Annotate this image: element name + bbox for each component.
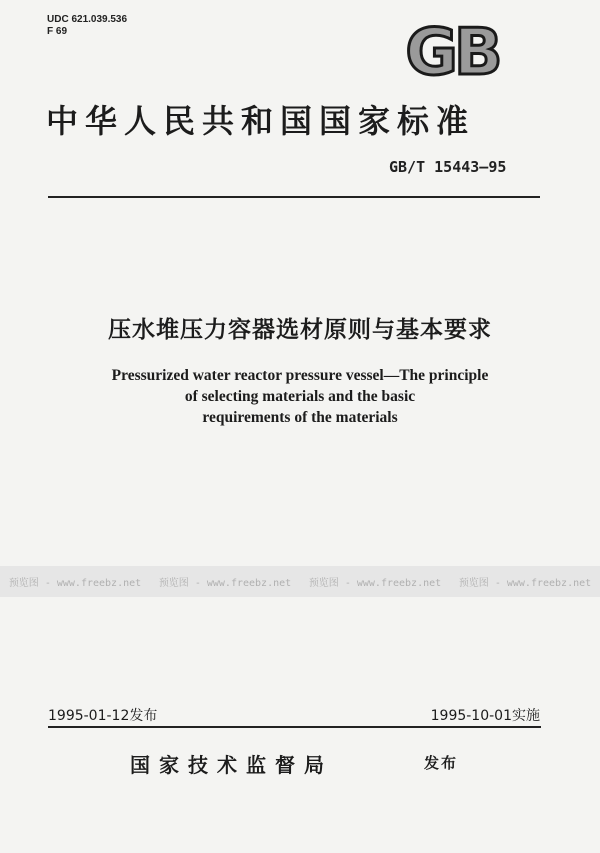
watermark-text: 预览图 - www.freebz.net	[308, 578, 442, 589]
udc-code: UDC 621.039.536	[47, 14, 128, 25]
watermark-text: 预览图 - www.freebz.net	[8, 578, 142, 589]
gb-logo	[398, 20, 506, 80]
classification-codes	[47, 14, 127, 38]
english-title-line: requirements of the materials	[202, 409, 398, 426]
english-title-line: of selecting materials and the basic	[184, 388, 416, 405]
issuing-authority: 国家技术监督局	[130, 753, 333, 777]
issuer-action: 发布	[424, 754, 459, 772]
watermark-text: 预览图 - www.freebz.net	[458, 578, 592, 589]
standard-number: GB/T 15443—95	[389, 158, 507, 176]
watermark-band	[0, 566, 600, 597]
gb-logo-text: GB	[405, 20, 499, 80]
class-code: F 69	[47, 26, 68, 37]
top-divider	[48, 196, 540, 198]
english-title-line: Pressurized water reactor pressure vessel—The principle	[111, 367, 489, 384]
english-title	[60, 365, 540, 428]
watermark-text: 预览图 - www.freebz.net	[158, 578, 292, 589]
implementation-date: 1995-10-01实施	[430, 708, 540, 724]
standard-category-title: 中华人民共和国国家标准	[46, 102, 476, 140]
issue-date: 1995-01-12发布	[48, 708, 158, 724]
chinese-title: 压水堆压力容器选材原则与基本要求	[108, 317, 492, 343]
bottom-divider	[48, 726, 541, 728]
